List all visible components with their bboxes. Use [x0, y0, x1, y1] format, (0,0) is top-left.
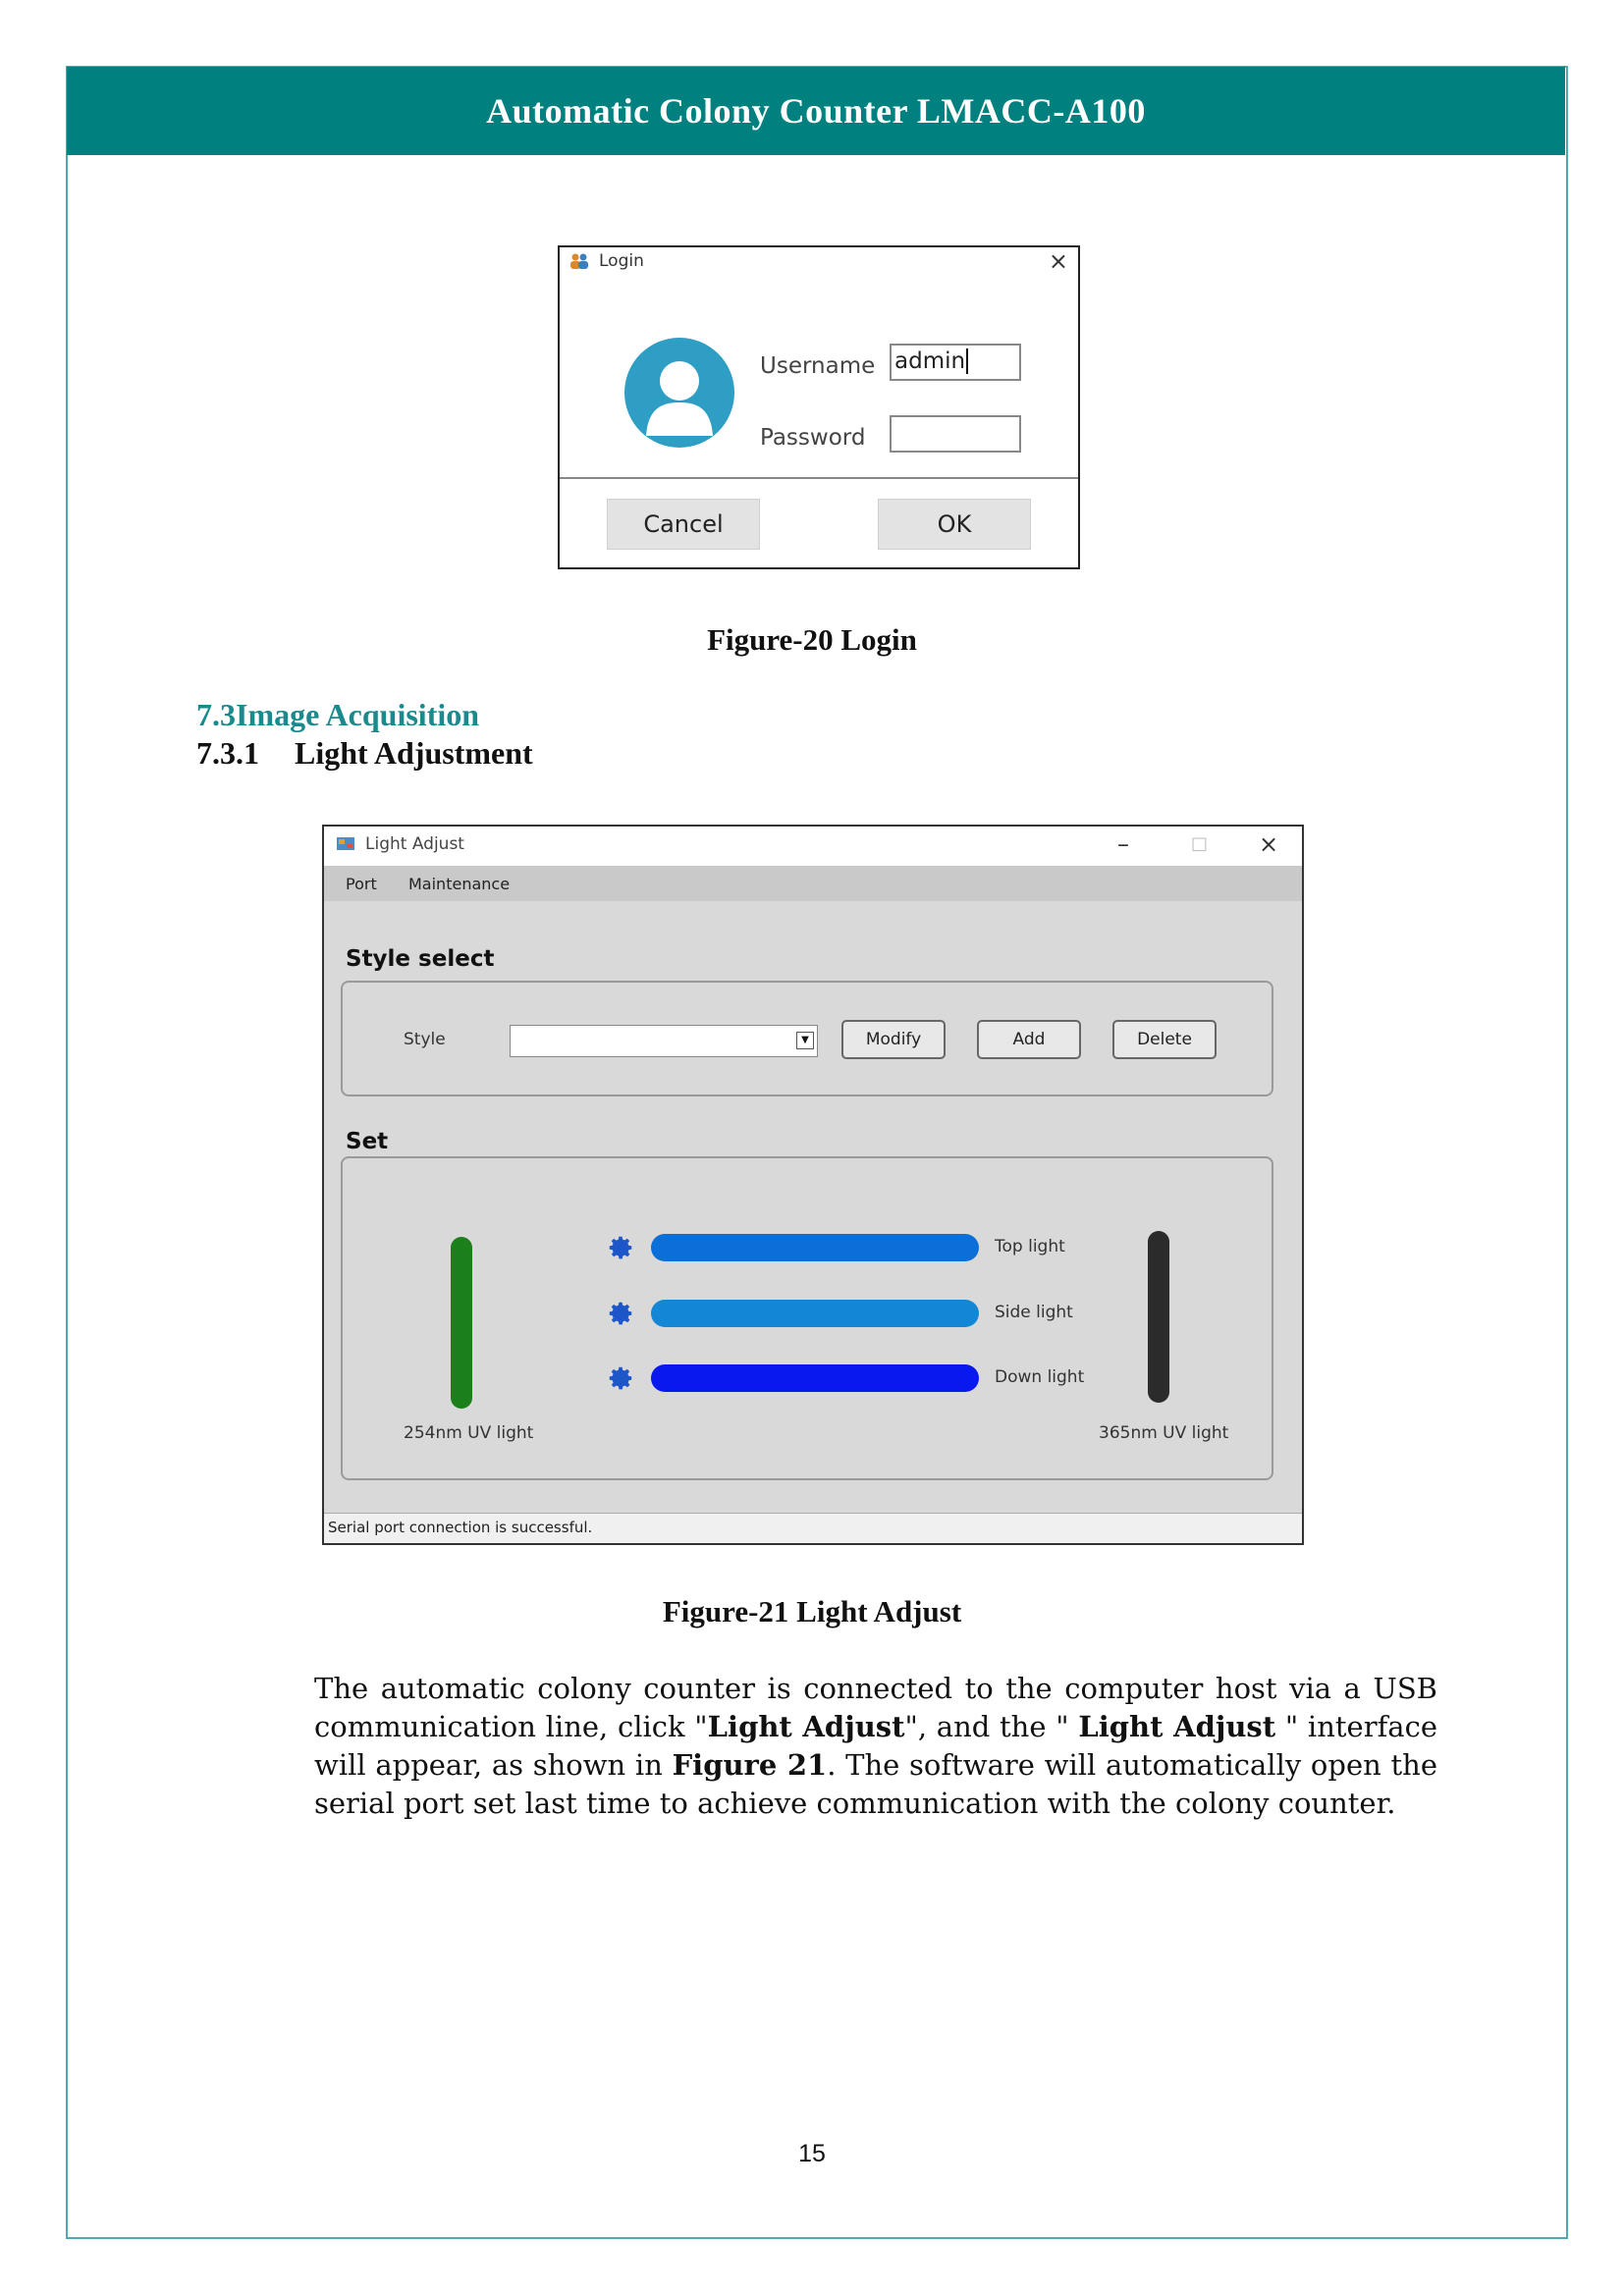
- la-title: Light Adjust: [365, 834, 464, 854]
- dialog-separator: [560, 477, 1078, 479]
- style-select-title: Style select: [346, 946, 495, 972]
- document-header: Automatic Colony Counter LMACC-A100: [67, 67, 1565, 155]
- light-adjust-window: [322, 825, 1304, 1545]
- uv-365-label: 365nm UV light: [1099, 1423, 1229, 1443]
- password-label: Password: [760, 425, 866, 451]
- set-title: Set: [346, 1129, 389, 1154]
- down-light-label: Down light: [995, 1367, 1085, 1387]
- subsection-title: Light Adjustment: [295, 735, 533, 771]
- side-light-label: Side light: [995, 1303, 1073, 1322]
- user-avatar-icon: [624, 338, 734, 448]
- gear-icon[interactable]: [606, 1233, 635, 1262]
- uv-365-slider[interactable]: [1148, 1231, 1169, 1403]
- gear-icon[interactable]: [606, 1363, 635, 1393]
- delete-button[interactable]: Delete: [1112, 1020, 1217, 1059]
- login-title: Login: [599, 251, 644, 271]
- menu-maintenance[interactable]: Maintenance: [408, 875, 511, 893]
- chevron-down-icon[interactable]: ▼: [796, 1032, 814, 1049]
- users-icon: [569, 252, 589, 270]
- status-bar: [324, 1513, 1302, 1543]
- login-dialog: [558, 245, 1080, 569]
- cancel-button[interactable]: Cancel: [607, 499, 760, 550]
- body-paragraph: [314, 1670, 1437, 1823]
- username-label: Username: [760, 353, 876, 379]
- close-icon[interactable]: ×: [1048, 247, 1068, 275]
- para-text-1: The automatic colony counter is connected to the computer host via a USB communication line, click ": [314, 1672, 1437, 1743]
- username-field[interactable]: [890, 344, 1021, 381]
- set-group: [341, 1156, 1273, 1480]
- style-select-group: [341, 981, 1273, 1096]
- top-light-label: Top light: [995, 1237, 1065, 1256]
- top-light-slider[interactable]: [651, 1234, 979, 1261]
- username-value: admin: [894, 348, 966, 374]
- login-titlebar: [560, 247, 1078, 277]
- modify-button[interactable]: Modify: [841, 1020, 946, 1059]
- figure-20-caption: Figure-20 Login: [707, 622, 917, 657]
- close-icon[interactable]: ×: [1259, 830, 1279, 858]
- down-light-slider[interactable]: [651, 1364, 979, 1392]
- style-label: Style: [404, 1030, 446, 1049]
- maximize-icon: □: [1191, 833, 1209, 854]
- figure-21-caption: Figure-21 Light Adjust: [662, 1594, 962, 1629]
- menu-bar: [324, 866, 1302, 901]
- page-number: 15: [798, 2140, 826, 2167]
- uv-254-slider[interactable]: [451, 1237, 472, 1409]
- para-text-4: . The software will automatically open the serial port set last time to achieve communication with the colony counter.: [314, 1748, 1437, 1820]
- la-titlebar: [324, 827, 1302, 866]
- add-button[interactable]: Add: [977, 1020, 1081, 1059]
- side-light-slider[interactable]: [651, 1300, 979, 1327]
- para-text-2: ", and the ": [904, 1710, 1079, 1743]
- para-bold-3: Figure 21: [672, 1748, 828, 1782]
- subsection-number: 7.3.1: [196, 735, 259, 771]
- para-bold-1: Light Adjust: [707, 1710, 905, 1743]
- section-title: Image Acquisition: [236, 697, 480, 732]
- gear-icon[interactable]: [606, 1299, 635, 1328]
- app-icon: [336, 835, 355, 852]
- section-heading: [196, 697, 479, 733]
- ok-button[interactable]: OK: [878, 499, 1031, 550]
- para-text-3: " interface will appear, as shown in: [314, 1710, 1437, 1782]
- subsection-heading: [196, 735, 533, 772]
- section-number: 7.3: [196, 697, 236, 732]
- menu-port[interactable]: Port: [346, 875, 377, 893]
- status-text: Serial port connection is successful.: [328, 1519, 593, 1536]
- uv-254-label: 254nm UV light: [404, 1423, 534, 1443]
- minimize-icon[interactable]: –: [1117, 830, 1129, 858]
- para-bold-2: Light Adjust: [1078, 1710, 1276, 1743]
- password-field[interactable]: [890, 415, 1021, 453]
- style-dropdown[interactable]: [510, 1025, 818, 1057]
